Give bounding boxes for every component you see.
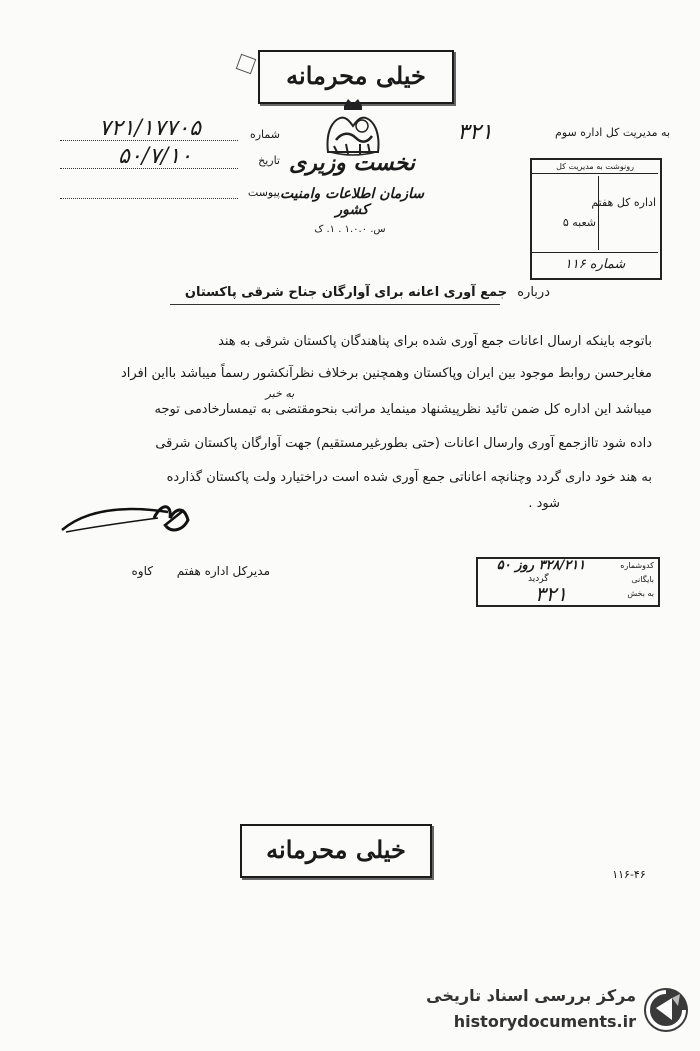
filing-stamp-line3-value: ۳۲۱ — [534, 582, 568, 606]
subject-underline — [170, 304, 500, 305]
filing-stamp-line1-value: ۳۲۸/۲۱۱ روز ۵۰ — [496, 558, 586, 573]
body-line-2: مغایرحسن روابط موجود بین ایران وپاکستان وهمچنین برخلاف نظرآنکشور رسماً میباشد بااین افراد — [120, 366, 652, 381]
org-name-secondary: سازمان اطلاعات وامنیت کشور — [279, 186, 425, 218]
routing-stamp-row2: شعبه ۵ — [562, 216, 596, 229]
filing-stamp-line1-label: کدوشماره — [620, 561, 654, 570]
classification-stamp-bottom: خیلی محرمانه — [240, 824, 432, 878]
signature-scribble-icon — [58, 496, 198, 546]
routing-stamp-divider — [598, 176, 599, 250]
org-reference: س. ۱.۰.۰ . ۱. ک — [314, 224, 386, 235]
attachment-line — [60, 198, 238, 199]
body-line-6: شود . — [528, 496, 560, 511]
corner-mark — [236, 54, 257, 75]
page-reference: ۱۱۶-۴۶ — [612, 868, 646, 881]
addressee: به مدیریت کل اداره سوم — [555, 126, 670, 139]
date-value: ۵۰/۷/۱۰ — [118, 144, 192, 169]
routing-stamp-top-label: رونوشت به مدیریت کل — [532, 162, 658, 174]
watermark-logo-icon — [642, 986, 690, 1034]
routing-stamp-row1: اداره کل هفتم — [591, 196, 656, 209]
org-name-primary: نخست وزیری — [289, 150, 415, 176]
filing-stamp-line2-value: گردید — [528, 574, 549, 584]
routing-stamp-bottom-label: شماره ۱۱۶ — [532, 252, 658, 272]
classification-stamp-top: خیلی محرمانه — [258, 50, 454, 104]
body-line-3-insert: به خبر — [265, 387, 295, 400]
watermark-title: مرکز بررسی اسناد تاریخی — [426, 986, 636, 1005]
body-line-5: به هند خود داری گردد وچنانچه اعاناتی جمع آوری شده است دراختیارد ولت پاکستان گذارده — [166, 470, 652, 485]
subject-line — [150, 285, 550, 300]
body-line-1: باتوجه باینکه ارسال اعانات جمع آوری شده برای پناهندگان پاکستان شرقی به هند — [218, 334, 652, 349]
filing-stamp-line3-label: به بخش — [627, 589, 654, 598]
body-line-3: میباشد این اداره کل ضمن تائید نظرپیشنهاد مینماید مراتب بنحومقتضی به تیمسارخادمی توجه — [154, 402, 652, 417]
subject-text: جمع آوری اعانه برای آوارگان جناح شرقی پاکستان — [184, 285, 508, 300]
subject-label: درباره — [517, 285, 550, 300]
date-label: تاریخ — [258, 154, 280, 167]
routing-stamp — [530, 158, 662, 280]
addressee-number: ۳۲۱ — [457, 120, 493, 145]
number-value: ۷۲۱/۱۷۷۰۵ — [99, 116, 201, 141]
watermark-url: historydocuments.ir — [453, 1012, 636, 1031]
filing-stamp-line2-label: بایگانی — [631, 575, 654, 584]
signature-title: مدیرکل اداره هفتم کاوه — [131, 564, 270, 578]
attachment-label: پیوست — [247, 186, 280, 199]
number-label: شماره — [249, 128, 280, 141]
watermark — [404, 982, 694, 1042]
body-line-4: داده شود تاازجمع آوری وارسال اعانات (حتی بطورغیرمستقیم) جهت آوارگان پاکستان شرقی — [155, 436, 652, 451]
